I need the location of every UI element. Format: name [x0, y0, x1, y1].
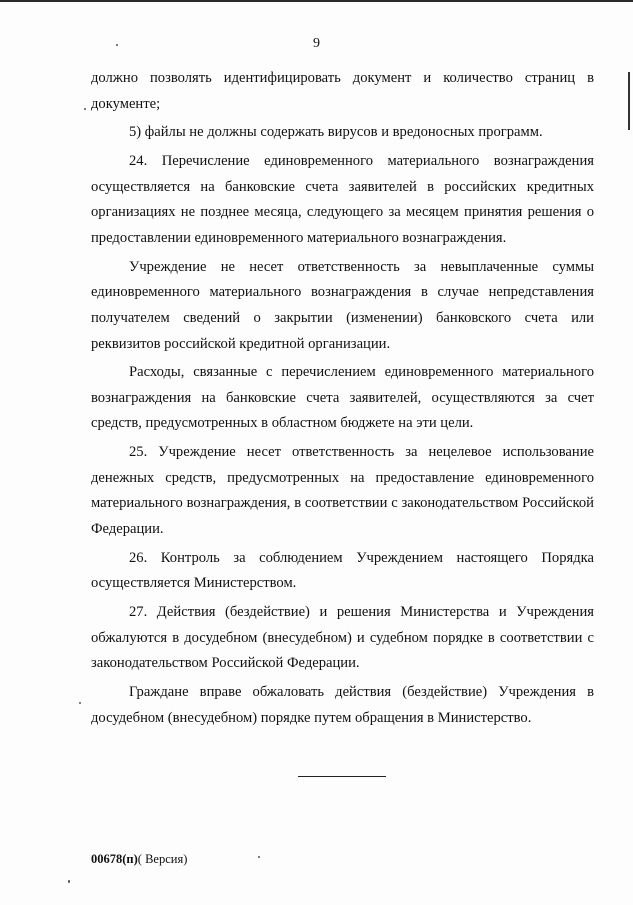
- paragraph: должно позволять идентифицировать документ и количество страниц в документе;: [91, 70, 594, 112]
- end-separator-line: [298, 776, 386, 777]
- scan-right-edge-mark: [628, 72, 630, 130]
- scan-speck: [68, 880, 70, 883]
- scan-speck: [258, 856, 260, 858]
- paragraph: Расходы, связанные с перечислением единовременного материального вознаграждения на банковские счета заявителей, осуществляются за счет средств, предусмотренных в областном бюджете на эти цели.: [91, 364, 594, 432]
- paragraph: 26. Контроль за соблюдением Учреждением настоящего Порядка осуществляется Министерством.: [91, 549, 594, 592]
- page-number: 9: [313, 36, 320, 51]
- paragraph: 25. Учреждение несет ответственность за нецелевое использование денежных средств, предусмотренных на предоставление единовременного материального вознаграждения, в соответствии с законодательством Российской Федерации.: [91, 444, 594, 538]
- paragraph: 5) файлы не должны содержать вирусов и вредоносных программ.: [129, 124, 543, 141]
- document-body: [91, 66, 594, 731]
- document-code: [91, 852, 187, 866]
- document-code-number: 00678(п): [91, 852, 138, 866]
- paragraph: 24. Перечисление единовременного материального вознаграждения осуществляется на банковские счета заявителей в российских кредитных организациях не позднее месяца, следующего за месяцем принятия решения о предоставлении единовременного материального вознаграждения.: [91, 153, 594, 246]
- paragraph: Граждане вправе обжаловать действия (бездействие) Учреждения в досудебном (внесудебном) порядке путем обращения в Министерство.: [91, 684, 594, 726]
- paragraph: Учреждение не несет ответственность за невыплаченные суммы единовременного материального вознаграждения в случае непредставления получателем сведений о закрытии (изменении) банковского счета или реквизитов российской кредитной организации.: [91, 258, 594, 352]
- scan-speck: [116, 44, 118, 46]
- scan-speck: [79, 702, 81, 704]
- scan-speck: [84, 108, 86, 110]
- document-version: ( Версия): [137, 852, 188, 866]
- paragraph: 27. Действия (бездействие) и решения Министерства и Учреждения обжалуются в досудебном (внесудебном) и судебном порядке в соответствии с законодательством Российской Федерации.: [91, 604, 594, 672]
- scan-top-edge: [0, 0, 633, 2]
